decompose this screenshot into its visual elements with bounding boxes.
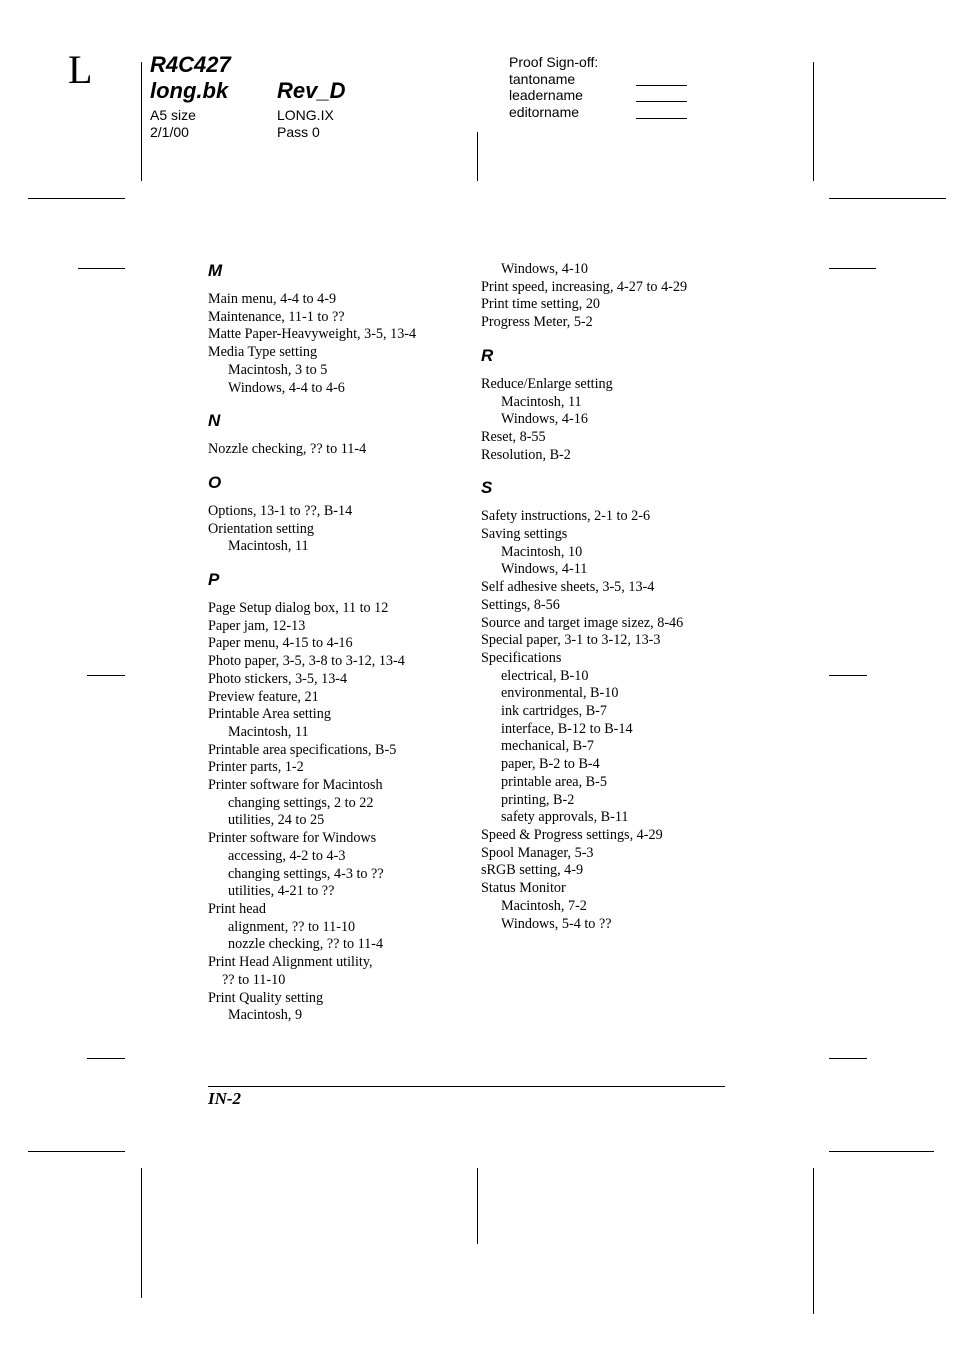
header-title-file: long.bk — [150, 78, 229, 103]
crop-mark — [28, 1151, 125, 1152]
section-gap — [481, 332, 741, 346]
index-subentry: Windows, 4-4 to 4-6 — [228, 379, 345, 396]
index-entry: Printable area specifications, B-5 — [208, 741, 397, 758]
index-entry: Photo paper, 3-5, 3-8 to 3-12, 13-4 — [208, 653, 405, 670]
index-subentry: accessing, 4-2 to 4-3 — [228, 847, 346, 864]
index-subentry: paper, B-2 to B-4 — [501, 756, 600, 773]
index-entry: Nozzle checking, ?? to 11-4 — [208, 441, 367, 458]
signature-line — [636, 101, 687, 102]
index-subentry: utilities, 4-21 to ?? — [228, 883, 335, 900]
signature-line — [636, 118, 687, 119]
crop-mark — [829, 198, 946, 199]
index-subentry: mechanical, B-7 — [501, 738, 594, 755]
index-entry: Maintenance, 11-1 to ?? — [208, 308, 345, 325]
section-gap — [208, 397, 468, 411]
index-entry: Resolution, B-2 — [481, 446, 571, 463]
index-entry: Print Head Alignment utility, — [208, 954, 373, 971]
index-subentry: alignment, ?? to 11-10 — [228, 918, 356, 935]
index-subentry: safety approvals, B-11 — [501, 809, 629, 826]
index-subentry: interface, B-12 to B-14 — [501, 720, 633, 737]
index-section-letter: R — [481, 345, 494, 365]
crop-mark — [829, 675, 867, 676]
index-subentry: Windows, 4-10 — [501, 261, 588, 277]
index-entry: Preview feature, 21 — [208, 688, 319, 705]
index-entry: Source and target image sizez, 8-46 — [481, 614, 684, 631]
corner-letter: L — [68, 47, 93, 92]
header-size: A5 size — [150, 107, 196, 123]
crop-mark — [28, 198, 125, 199]
index-subentry: Macintosh, 7-2 — [501, 897, 587, 914]
index-entry: Reset, 8-55 — [481, 428, 546, 445]
index-subentry: Macintosh, 11 — [228, 723, 309, 740]
index-entry-continuation: ?? to 11-10 — [222, 971, 286, 988]
index-section-letter: O — [208, 472, 222, 492]
index-subentry: Macintosh, 9 — [228, 1007, 303, 1024]
crop-mark — [477, 1168, 478, 1244]
index-entry: Saving settings — [481, 526, 568, 543]
index-subentry: electrical, B-10 — [501, 667, 589, 684]
index-section-letter: S — [481, 478, 493, 498]
index-column-left — [208, 261, 468, 1025]
footer-rule — [208, 1086, 725, 1087]
index-entry: Main menu, 4-4 to 4-9 — [208, 291, 337, 307]
index-subentry: Macintosh, 11 — [501, 393, 582, 410]
crop-mark — [829, 1058, 867, 1059]
index-column-right — [481, 261, 741, 933]
index-entry: Print Quality setting — [208, 989, 324, 1006]
crop-mark — [813, 62, 814, 181]
header-title-rev: Rev_D — [277, 78, 346, 103]
index-entry: Status Monitor — [481, 880, 566, 897]
index-entry: Settings, 8-56 — [481, 596, 560, 613]
header-pass: Pass 0 — [277, 124, 320, 140]
index-entry: Media Type setting — [208, 344, 318, 361]
index-subentry: nozzle checking, ?? to 11-4 — [228, 936, 384, 953]
signature-line — [636, 85, 687, 86]
index-subentry: utilities, 24 to 25 — [228, 812, 325, 829]
index-entry: Print time setting, 20 — [481, 296, 601, 313]
proof-name-editor: editorname — [509, 103, 580, 120]
index-subentry: Macintosh, 11 — [228, 538, 309, 555]
index-entry: Safety instructions, 2-1 to 2-6 — [481, 508, 651, 525]
index-entry: Orientation setting — [208, 520, 314, 537]
index-entry: Special paper, 3-1 to 3-12, 13-3 — [481, 632, 661, 649]
proof-name-leader: leadername — [509, 87, 583, 103]
index-entry: Photo stickers, 3-5, 13-4 — [208, 670, 348, 687]
page-number: IN-2 — [208, 1089, 242, 1108]
index-entry: Spool Manager, 5-3 — [481, 844, 594, 861]
index-subentry: environmental, B-10 — [501, 685, 619, 702]
crop-mark — [141, 1168, 142, 1298]
crop-mark — [829, 268, 876, 269]
proof-signoff — [509, 54, 598, 120]
index-subentry: printable area, B-5 — [501, 773, 607, 790]
index-entry: Print head — [208, 900, 266, 917]
crop-mark — [87, 1058, 125, 1059]
index-entry: Paper menu, 4-15 to 4-16 — [208, 635, 353, 652]
crop-mark — [87, 675, 125, 676]
index-subentry: Windows, 4-16 — [501, 411, 588, 428]
index-subentry: Macintosh, 3 to 5 — [228, 361, 328, 378]
index-entry: Reduce/Enlarge setting — [481, 375, 613, 392]
index-section-letter: M — [208, 261, 223, 280]
index-subentry: Macintosh, 10 — [501, 543, 583, 560]
index-entry: Options, 13-1 to ??, B-14 — [208, 502, 353, 519]
index-entry: Matte Paper-Heavyweight, 3-5, 13-4 — [208, 326, 417, 343]
index-entry: Speed & Progress settings, 4-29 — [481, 826, 663, 843]
proof-title: Proof Sign-off: — [509, 54, 599, 70]
header-file: LONG.IX — [277, 107, 334, 123]
index-entry: Print speed, increasing, 4-27 to 4-29 — [481, 278, 688, 295]
crop-mark — [813, 1168, 814, 1314]
index-entry: Printer software for Windows — [208, 830, 377, 847]
index-entry: Page Setup dialog box, 11 to 12 — [208, 600, 389, 617]
index-entry: Progress Meter, 5-2 — [481, 314, 593, 331]
crop-mark — [477, 132, 478, 181]
index-entry: Printer parts, 1-2 — [208, 759, 304, 776]
crop-mark — [829, 1151, 934, 1152]
section-gap — [208, 459, 468, 473]
index-entry: Specifications — [481, 649, 562, 666]
index-entry: Paper jam, 12-13 — [208, 617, 306, 634]
header-title-code: R4C427 — [150, 52, 231, 77]
header-date: 2/1/00 — [150, 124, 189, 140]
crop-mark — [78, 268, 125, 269]
index-subentry: Windows, 4-11 — [501, 561, 588, 578]
index-subentry: changing settings, 4-3 to ?? — [228, 865, 384, 882]
index-section-letter: N — [208, 411, 221, 431]
index-subentry: ink cartridges, B-7 — [501, 703, 607, 720]
index-subentry: printing, B-2 — [501, 791, 575, 808]
crop-mark — [141, 62, 142, 181]
index-entry: sRGB setting, 4-9 — [481, 862, 584, 879]
index-subentry: changing settings, 2 to 22 — [228, 794, 374, 811]
index-entry: Printable Area setting — [208, 706, 331, 723]
section-gap — [208, 556, 468, 570]
index-section-letter: P — [208, 570, 220, 590]
index-subentry: Windows, 5-4 to ?? — [501, 915, 612, 932]
index-entry: Self adhesive sheets, 3-5, 13-4 — [481, 579, 655, 596]
proof-name-tanto: tantoname — [509, 70, 576, 87]
section-gap — [481, 464, 741, 478]
index-entry: Printer software for Macintosh — [208, 777, 383, 794]
